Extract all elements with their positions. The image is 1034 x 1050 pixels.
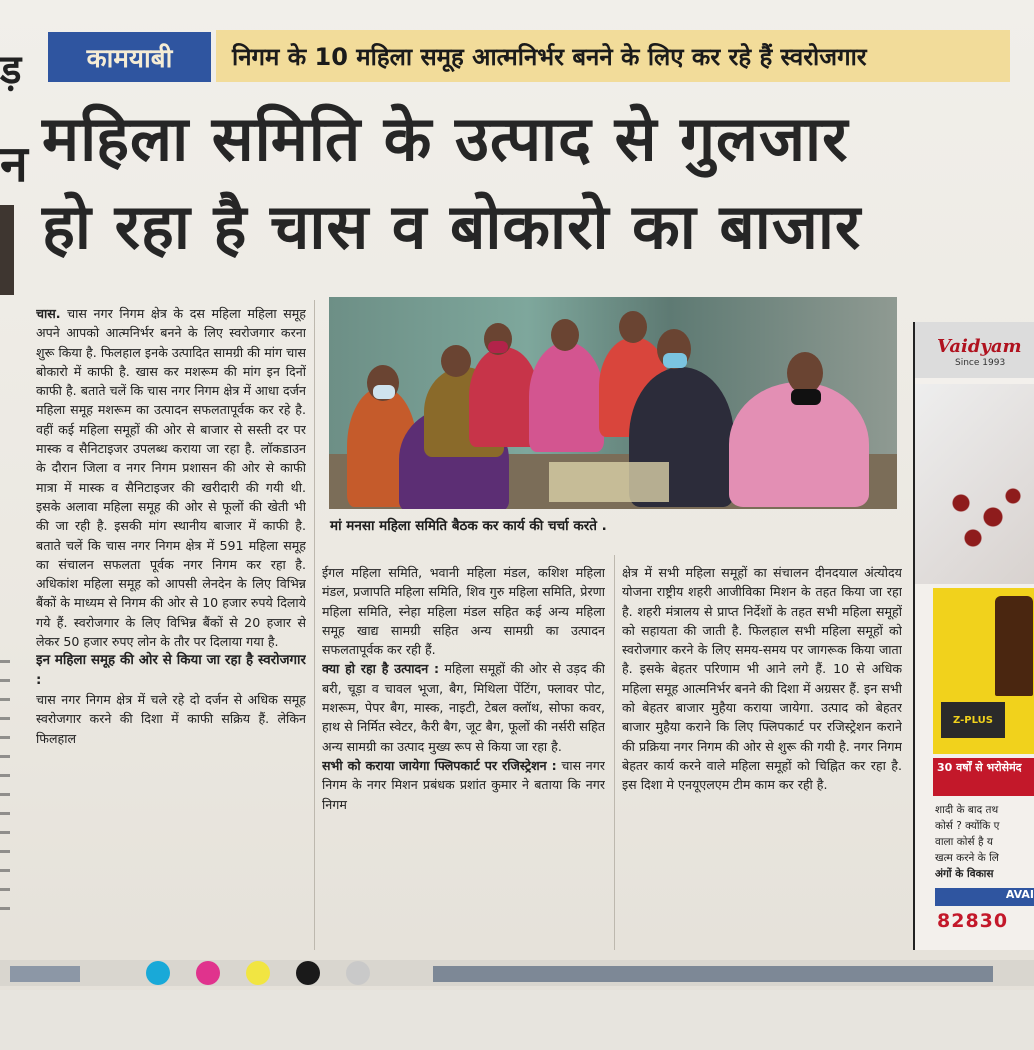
column-2-paragraph-2	[322, 659, 605, 755]
article-column-3	[622, 563, 902, 953]
photo-person-5-head	[551, 319, 579, 351]
registration-block-2	[433, 966, 993, 982]
ad-text-1: शादी के बाद तथ	[935, 804, 999, 816]
ad-dots-decoration	[945, 482, 1025, 552]
kicker-label: कामयाबी	[48, 32, 211, 82]
registration-dot-magenta	[196, 961, 220, 985]
article-column-1	[36, 304, 306, 954]
subheadline: निगम के 10 महिला समूह आत्मनिर्भर बनने के लिए कर रहे हैं स्वरोजगार	[216, 30, 1010, 82]
page-bottom-margin	[0, 990, 1034, 1050]
photo-person-8-mask	[791, 389, 821, 405]
column-2-text: महिला समूहों की ओर से उड़द की बरी, चूड़ा व चावल भूजा, बैग, मिथिला पेंटिंग, फ्लावर पोट, मशरूम, पेपर बैग, मास्क, नाइटी, टेबल क्लॉथ, सोफा कवर, हाथ से निर्मित स्वेटर, कैरी बैग, जूट बैग, फूलों की नर्सरी सहित अन्य सामग्री का उत्पाद मुख्य रूप से किया जा रहा है.	[322, 661, 605, 754]
column-2-subhead: क्या हो रहा है उत्पादन :	[322, 661, 440, 677]
photo-caption: मां मनसा महिला समिति बैठक कर कार्य की चर्चा करते .	[330, 518, 607, 534]
photo-person-6-head	[619, 311, 647, 343]
photo-person-5	[529, 342, 604, 452]
photo-person-3-head	[441, 345, 471, 377]
registration-dot-black	[296, 961, 320, 985]
column-2-subhead-2: सभी को कराया जायेगा फ्लिपकार्ट पर रजिस्ट्रेशन :	[322, 757, 557, 773]
column-divider-1	[314, 300, 315, 950]
column-2-paragraph-3	[322, 756, 605, 814]
column-1-text: चास नगर निगम क्षेत्र के दस महिला महिला समूह अपने आपको आत्मनिर्भर बनने के लिए स्वरोजगार करना शुरू किया है. फिलहाल इनके उत्पादित सामग्री की मांग चास बोकारो में काफी है. खास कर मशरूम की मांग इन दिनों काफी है. बताते चलें कि चास नगर निगम क्षेत्र में आधा दर्जन महिला समूह मशरूम का उत्पादन सफलतापूर्वक कर रहे है. वहीं कई महिला समूहों की ओर से बाजार से सस्ती दर पर मास्क व सैनिटाइजर उपलब्ध कराया जा रहा है. लॉकडाउन के दौरान जिला व नगर निगम प्रशासन की ओर से काफी मात्रा में मास्क व सैनिटाइजर की खरीदारी की गयी थी. इसके अलावा महिला समूह की ओर से फूलों की खेती भी की जा रही है. इसकी मांग स्थानीय बाजार में काफी है. बताते चलें कि चास नगर निगम क्षेत्र में 591 महिला समूह का संचालन सफलता पूर्वक नगर निगम कर रहा है. अधिकांश महिला समूह को आपसी लेनदेन के लिए विभिन्न बैंकों के माध्यम से निगम की ओर से 10 हजार रुपये दिलाये गये हैं. स्वरोजगार के लिए विभिन्न बैंकों से 20 हजार से लेकर 50 हजार रुपए लोन के तौर पर दिलाया गया है.	[36, 306, 306, 650]
column-2-paragraph-1: ईगल महिला समिति, भवानी महिला मंडल, कशिश महिला मंडल, प्रजापति महिला समिति, शिव गुरु महिला समिति, प्रेरणा महिला समिति, स्नेहा महिला मंडल सहित कई अन्य महिला समूह खाद्य सामग्री सहित अन्य सामग्री का उत्पादन सफलतापूर्वक कर रही हैं.	[322, 565, 605, 658]
group-photo	[329, 297, 897, 509]
ad-text-3: वाला कोर्स है य	[935, 836, 993, 848]
photo-person-4-mask	[488, 341, 508, 353]
ad-text-block	[935, 802, 1034, 882]
column-divider-2	[614, 555, 615, 950]
ad-text-2: कोर्स ? क्योंकि ए	[935, 820, 1000, 832]
column-1-paragraph-1	[36, 304, 306, 651]
left-edge-text-fragment	[0, 660, 10, 920]
headline-line-1: महिला समिति के उत्पाद से गुलजार	[42, 102, 849, 175]
registration-dot-yellow	[246, 961, 270, 985]
column-2-text-3: चास नगर निगम के नगर मिशन प्रबंधक प्रशांत कुमार ने बताया कि नगर निगम	[322, 757, 605, 812]
ad-since: Since 1993	[955, 358, 1006, 368]
photo-person-8-head	[787, 352, 823, 394]
left-edge-photo-fragment	[0, 205, 14, 295]
registration-dot-cyan	[146, 961, 170, 985]
ad-text-5: अंगों के विकास	[935, 868, 994, 880]
ad-brand: Vaidyam	[937, 336, 1022, 357]
left-edge-fragment-2: न	[0, 134, 28, 193]
ad-product-box: Z-PLUS	[941, 702, 1005, 738]
dateline: चास.	[36, 306, 61, 321]
photo-person-1-mask	[373, 385, 395, 399]
left-edge-fragment-1: ड़	[0, 46, 22, 93]
article-column-2	[322, 563, 605, 953]
ad-bottle	[995, 596, 1033, 696]
column-1-paragraph-2: चास नगर निगम क्षेत्र में चले रहे दो दर्जन से अधिक समूह स्वरोजगार करने की दिशा में काफी सक्रिय हैं. लेकिन फिलहाल	[36, 691, 306, 746]
ad-avail: AVAI	[935, 888, 1034, 906]
photo-person-7-mask	[663, 353, 687, 368]
headline-line-2: हो रहा है चास व बोकारो का बाजार	[42, 190, 862, 263]
photo-papers	[549, 462, 669, 502]
registration-block-1	[10, 966, 80, 982]
registration-dot-grey	[346, 961, 370, 985]
ad-tagline: 30 वर्षों से भरोसेमंद	[933, 758, 1034, 796]
ad-phone: 82830	[937, 910, 1009, 932]
column-3-paragraph-1: क्षेत्र में सभी महिला समूहों का संचालन दीनदयाल अंत्योदय योजना राष्ट्रीय शहरी आजीविका मिशन के तहत किया जा रहा है. शहरी मंत्रालय से प्राप्त निर्देशों के तहत सभी महिला समूहों को सहायता की जाती है. फिलहाल सभी महिला समूहों को स्वरोजगार करने के लिए समय-समय पर जागरूक किया जाता है. इसके बेहतर परिणाम भी आने लगे हैं. 10 से अधिक महिला समूह आत्मनिर्भर बनने की दिशा में अग्रसर हैं. इन सभी को बेहतर बाजार मुहैया कराया जायेगा. उत्पाद को बेहतर बाजार मुहैया कराने कि लिए फ्लिपकार्ट पर रजिस्ट्रेशन कराने की प्रक्रिया नगर निगम की ओर से शुरू की गयी है. नगर निगम बेहतर कार्य करने वाले महिला समूहों को चिह्नित कर रहा है. इस दिशा मे एनयूएलएम टीम काम कर रही है.	[622, 565, 902, 793]
advertisement	[913, 322, 1034, 950]
column-1-subhead: इन महिला समूह की ओर से किया जा रहा है स्वरोजगार :	[36, 653, 306, 688]
ad-text-4: खत्म करने के लि	[935, 852, 999, 864]
